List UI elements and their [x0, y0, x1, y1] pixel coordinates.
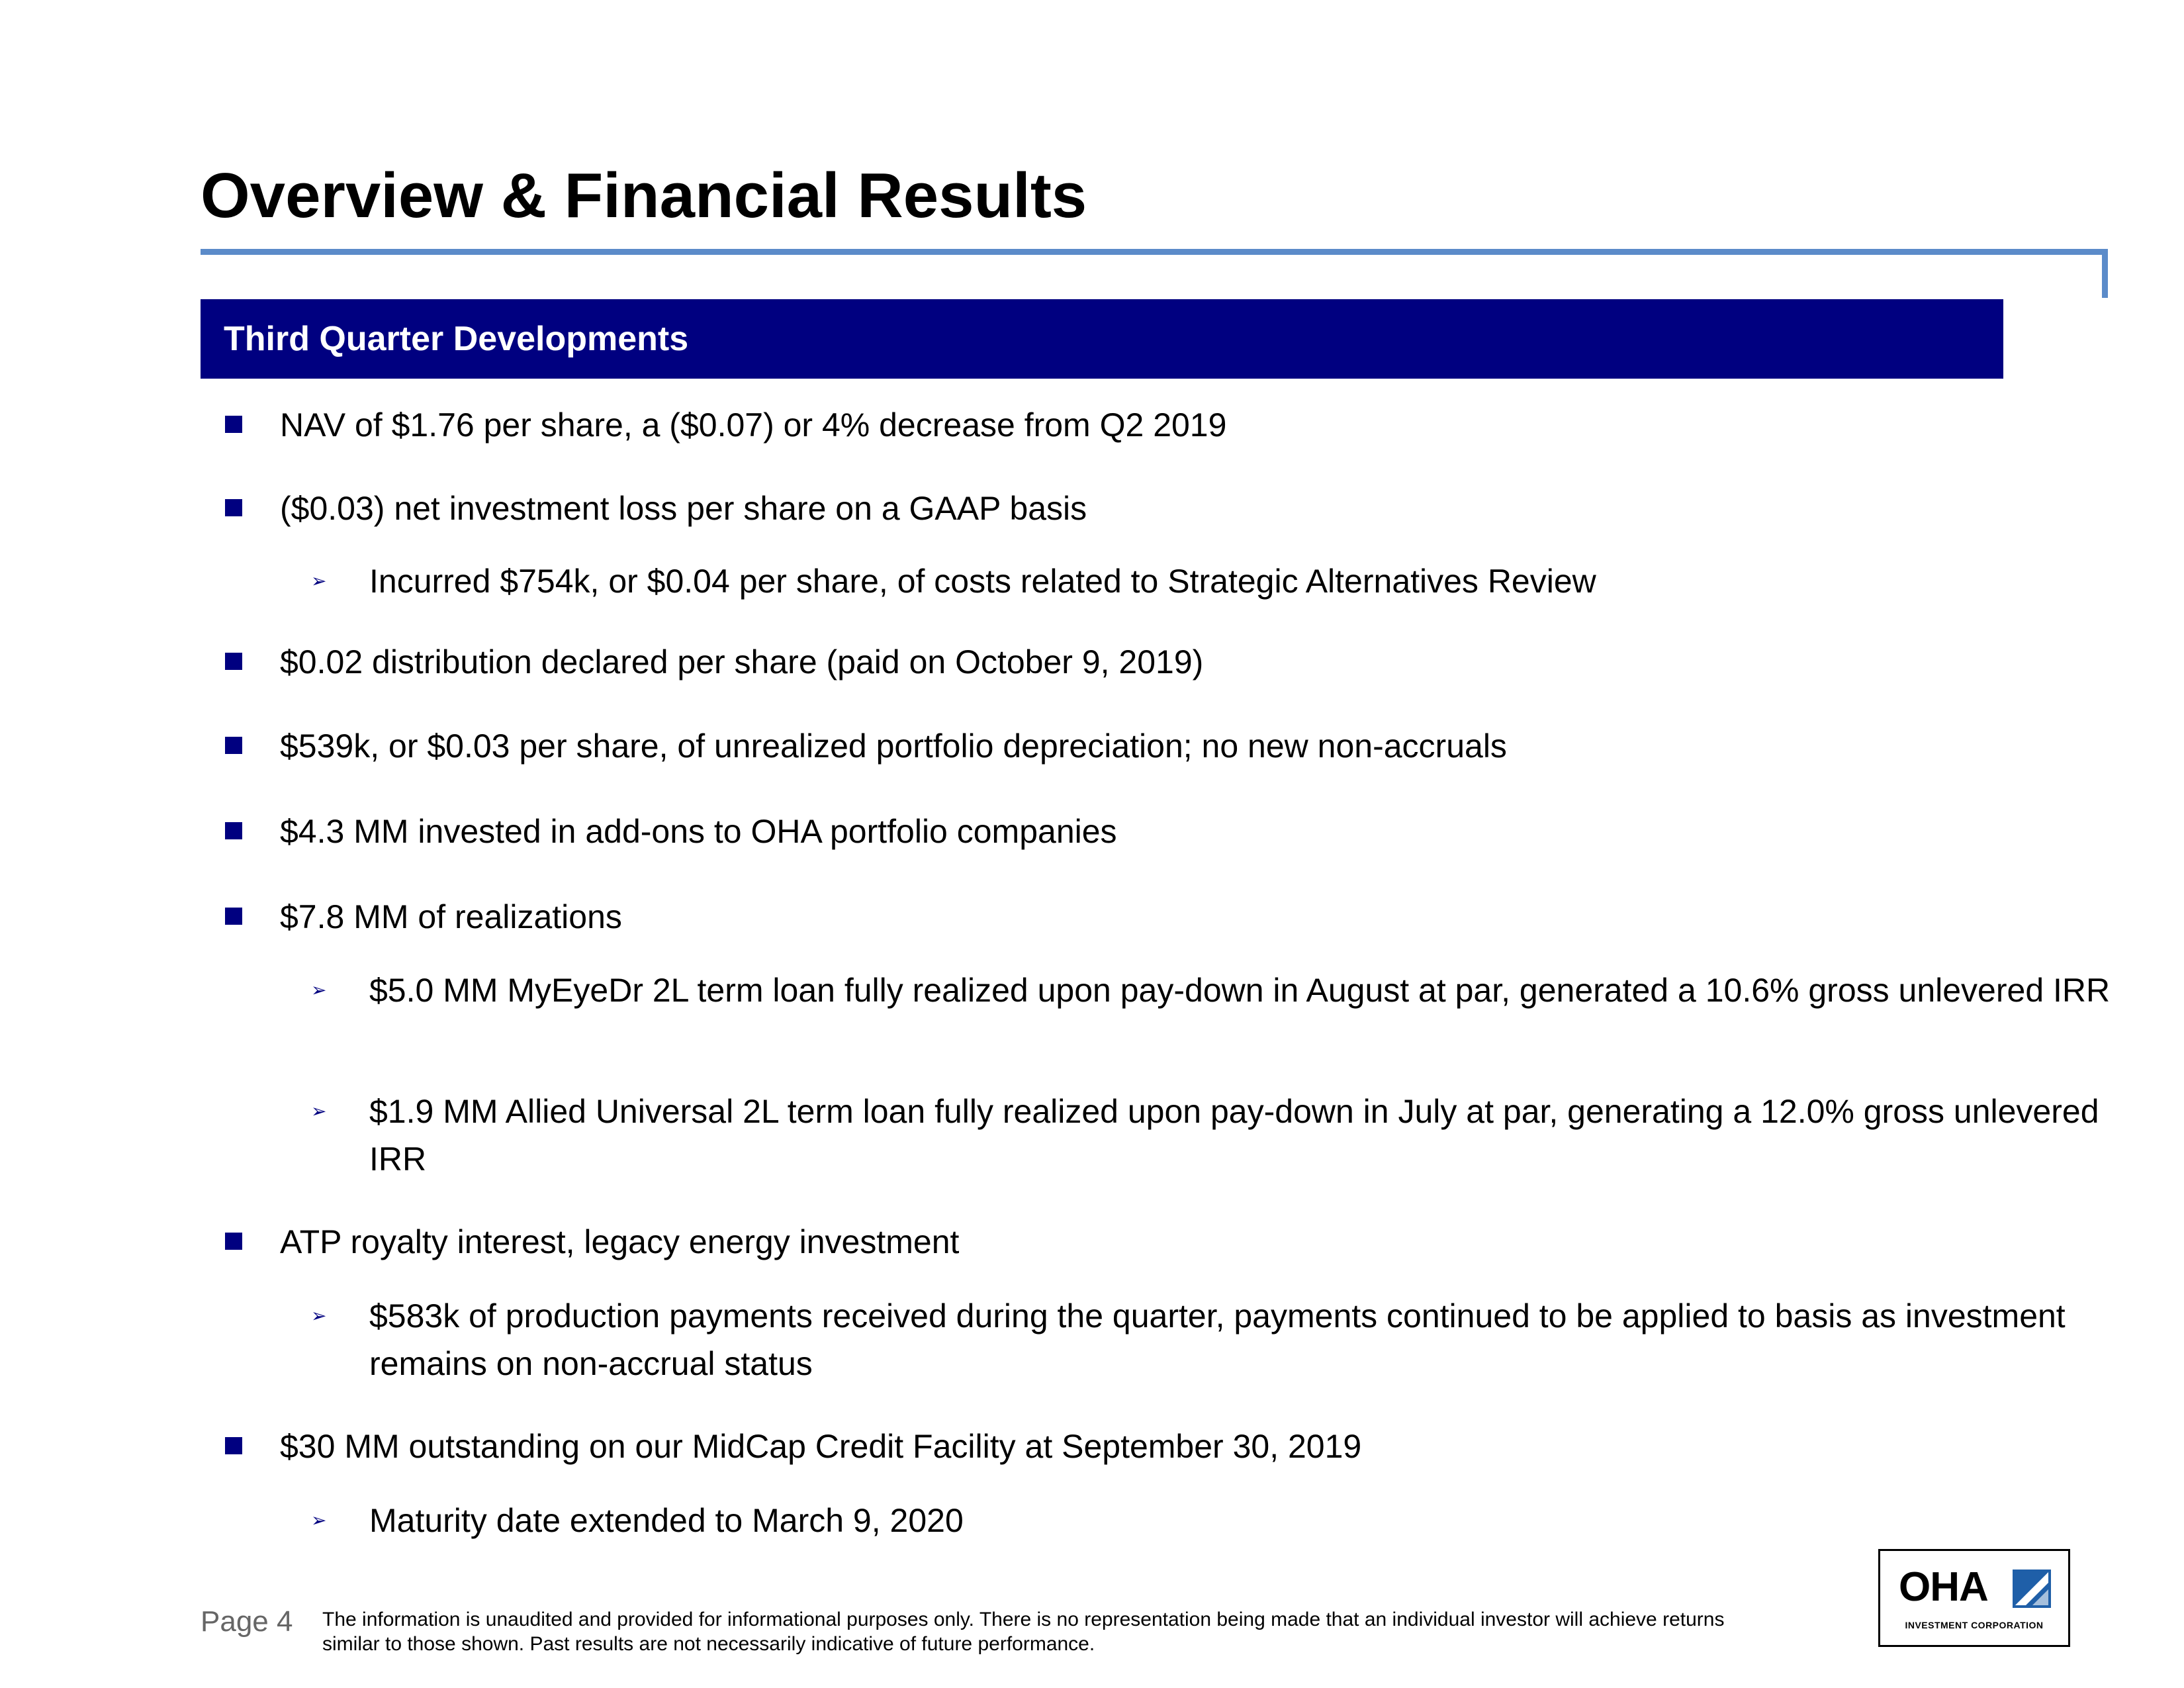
arrow-bullet-icon: ➢	[311, 1510, 327, 1530]
section-header-bar	[201, 299, 2003, 379]
square-bullet-icon	[225, 822, 242, 839]
logo-wordmark: OHA	[1899, 1564, 1988, 1610]
page-number: Page 4	[201, 1605, 293, 1638]
arrow-bullet-icon: ➢	[311, 1101, 327, 1121]
bullet-text: $0.02 distribution declared per share (paid on October 9, 2019)	[280, 643, 1204, 680]
title-underline	[201, 249, 2108, 255]
bullet-text: $30 MM outstanding on our MidCap Credit Facility at September 30, 2019	[280, 1428, 1362, 1465]
square-bullet-icon	[225, 416, 242, 433]
sub-bullet-text: $1.9 MM Allied Universal 2L term loan fully realized upon pay-down in July at par, generating a 12.0% gross unlevered IRR	[369, 1093, 2099, 1178]
bullet-text: NAV of $1.76 per share, a ($0.07) or 4% decrease from Q2 2019	[280, 406, 1227, 444]
bullet-text: $539k, or $0.03 per share, of unrealized portfolio depreciation; no new non-accruals	[280, 727, 1507, 765]
sub-bullet-text: $5.0 MM MyEyeDr 2L term loan fully realized upon pay-down in August at par, generated a 10.6% gross unlevered IRR	[369, 972, 2111, 1009]
square-bullet-icon	[225, 908, 242, 925]
arrow-bullet-icon: ➢	[311, 571, 327, 591]
bullet-text: ($0.03) net investment loss per share on a GAAP basis	[280, 490, 1087, 527]
bullet-text: ATP royalty interest, legacy energy investment	[280, 1223, 960, 1260]
oha-logo	[1878, 1549, 2070, 1647]
square-bullet-icon	[225, 1437, 242, 1454]
bullet-text: $4.3 MM invested in add-ons to OHA portfolio companies	[280, 813, 1117, 850]
sub-bullet-text: Maturity date extended to March 9, 2020	[369, 1502, 964, 1539]
square-bullet-icon	[225, 1233, 242, 1250]
sub-bullet-text: $583k of production payments received during the quarter, payments continued to be applied to basis as investment remains on non-accrual status	[369, 1297, 2066, 1382]
arrow-bullet-icon: ➢	[311, 980, 327, 1000]
square-bullet-icon	[225, 653, 242, 670]
page-title: Overview & Financial Results	[201, 160, 1087, 231]
bullet-text: $7.8 MM of realizations	[280, 898, 622, 935]
logo-subtext: INVESTMENT CORPORATION	[1905, 1620, 2044, 1630]
disclaimer-text: The information is unaudited and provided for informational purposes only. There is no representation being made that an individual investor will achieve returns similar to those shown. Past results are not necessarily indicative of future performance.	[322, 1609, 1725, 1655]
square-bullet-icon	[225, 737, 242, 754]
arrow-bullet-icon: ➢	[311, 1305, 327, 1326]
title-underline-corner	[2102, 249, 2108, 298]
logo-mark-icon	[2013, 1570, 2051, 1608]
square-bullet-icon	[225, 499, 242, 516]
sub-bullet-text: Incurred $754k, or $0.04 per share, of costs related to Strategic Alternatives Review	[369, 563, 1596, 600]
section-title: Third Quarter Developments	[224, 320, 689, 358]
